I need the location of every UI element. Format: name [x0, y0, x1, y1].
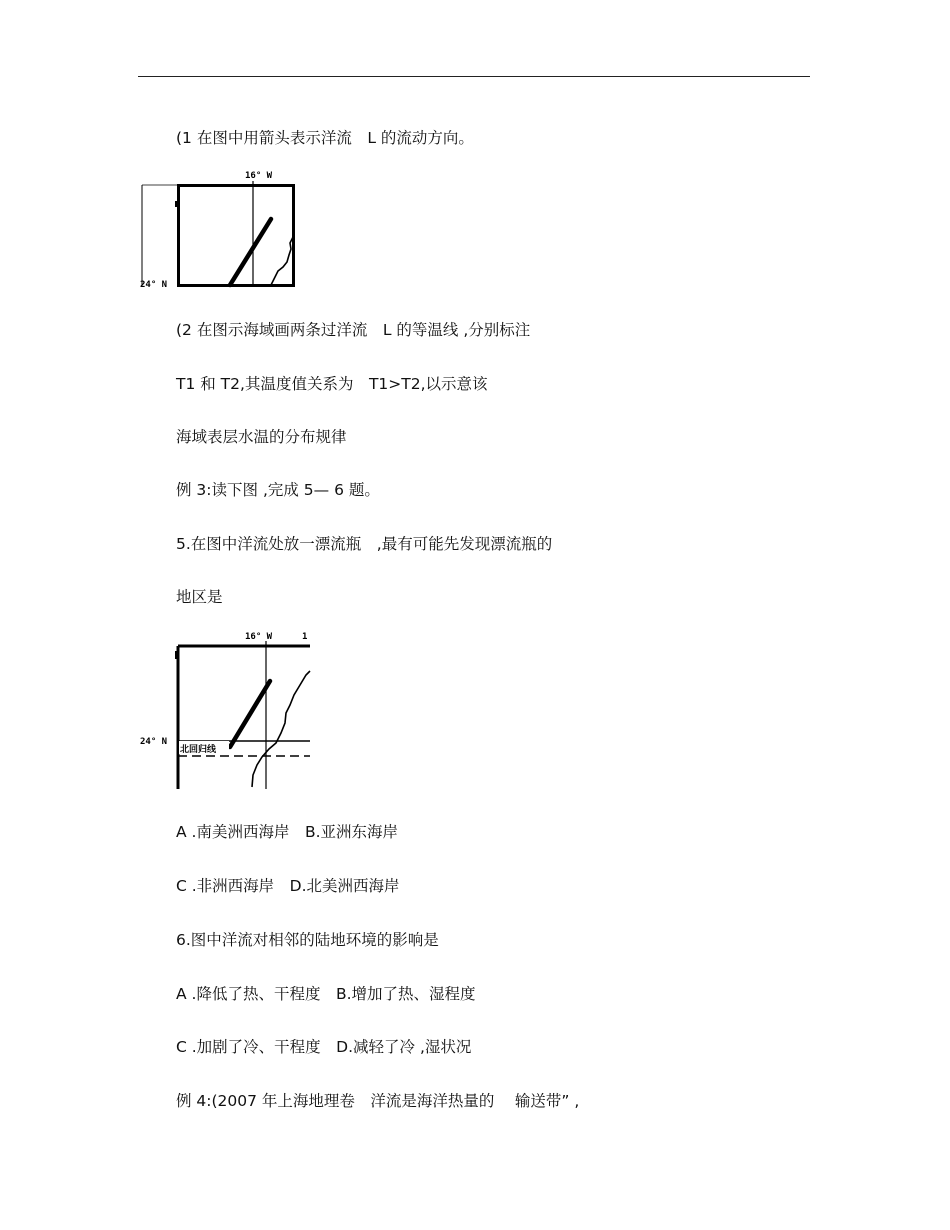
- map1-longitude-label: 16° W: [245, 171, 273, 181]
- question-5-options-cd: C .非洲西海岸 D.北美洲西海岸: [176, 877, 400, 895]
- map2-tropic-label: 北回归线: [180, 745, 217, 755]
- question-6-text: 6.图中洋流对相邻的陆地环境的影响是: [176, 931, 439, 949]
- example-3-heading: 例 3:读下图 ,完成 5— 6 题。: [176, 481, 380, 499]
- map2-longitude-label: 16° W: [245, 632, 273, 642]
- example-4-heading: 例 4:(2007 年上海地理卷 洋流是海洋热量的 输送带” ,: [176, 1092, 580, 1110]
- question-5-options-ab: A .南美洲西海岸 B.亚洲东海岸: [176, 823, 399, 841]
- question-5-line-2: 地区是: [176, 588, 223, 606]
- map-figure-1: [140, 167, 296, 289]
- map-figure-2: [140, 629, 312, 791]
- map1-latitude-label: 24° N: [140, 280, 168, 289]
- map2-latitude-label: 24° N: [140, 737, 168, 747]
- question-5-line-1: 5.在图中洋流处放一漂流瓶 ,最有可能先发现漂流瓶的: [176, 535, 553, 553]
- question-6-options-cd: C .加剧了冷、干程度 D.减轻了冷 ,湿状况: [176, 1038, 472, 1056]
- question-6-options-ab: A .降低了热、干程度 B.增加了热、湿程度: [176, 985, 476, 1003]
- question-2-line-2: T1 和 T2,其温度值关系为 T1>T2,以示意该: [176, 375, 488, 393]
- header-rule: [138, 76, 810, 77]
- question-2-line-3: 海域表层水温的分布规律: [176, 428, 347, 446]
- map2-corner-label: 1: [302, 632, 308, 642]
- question-2-line-1: (2 在图示海域画两条过洋流 L 的等温线 ,分别标注: [176, 321, 531, 339]
- question-1-text: (1 在图中用箭头表示洋流 L 的流动方向。: [176, 129, 474, 147]
